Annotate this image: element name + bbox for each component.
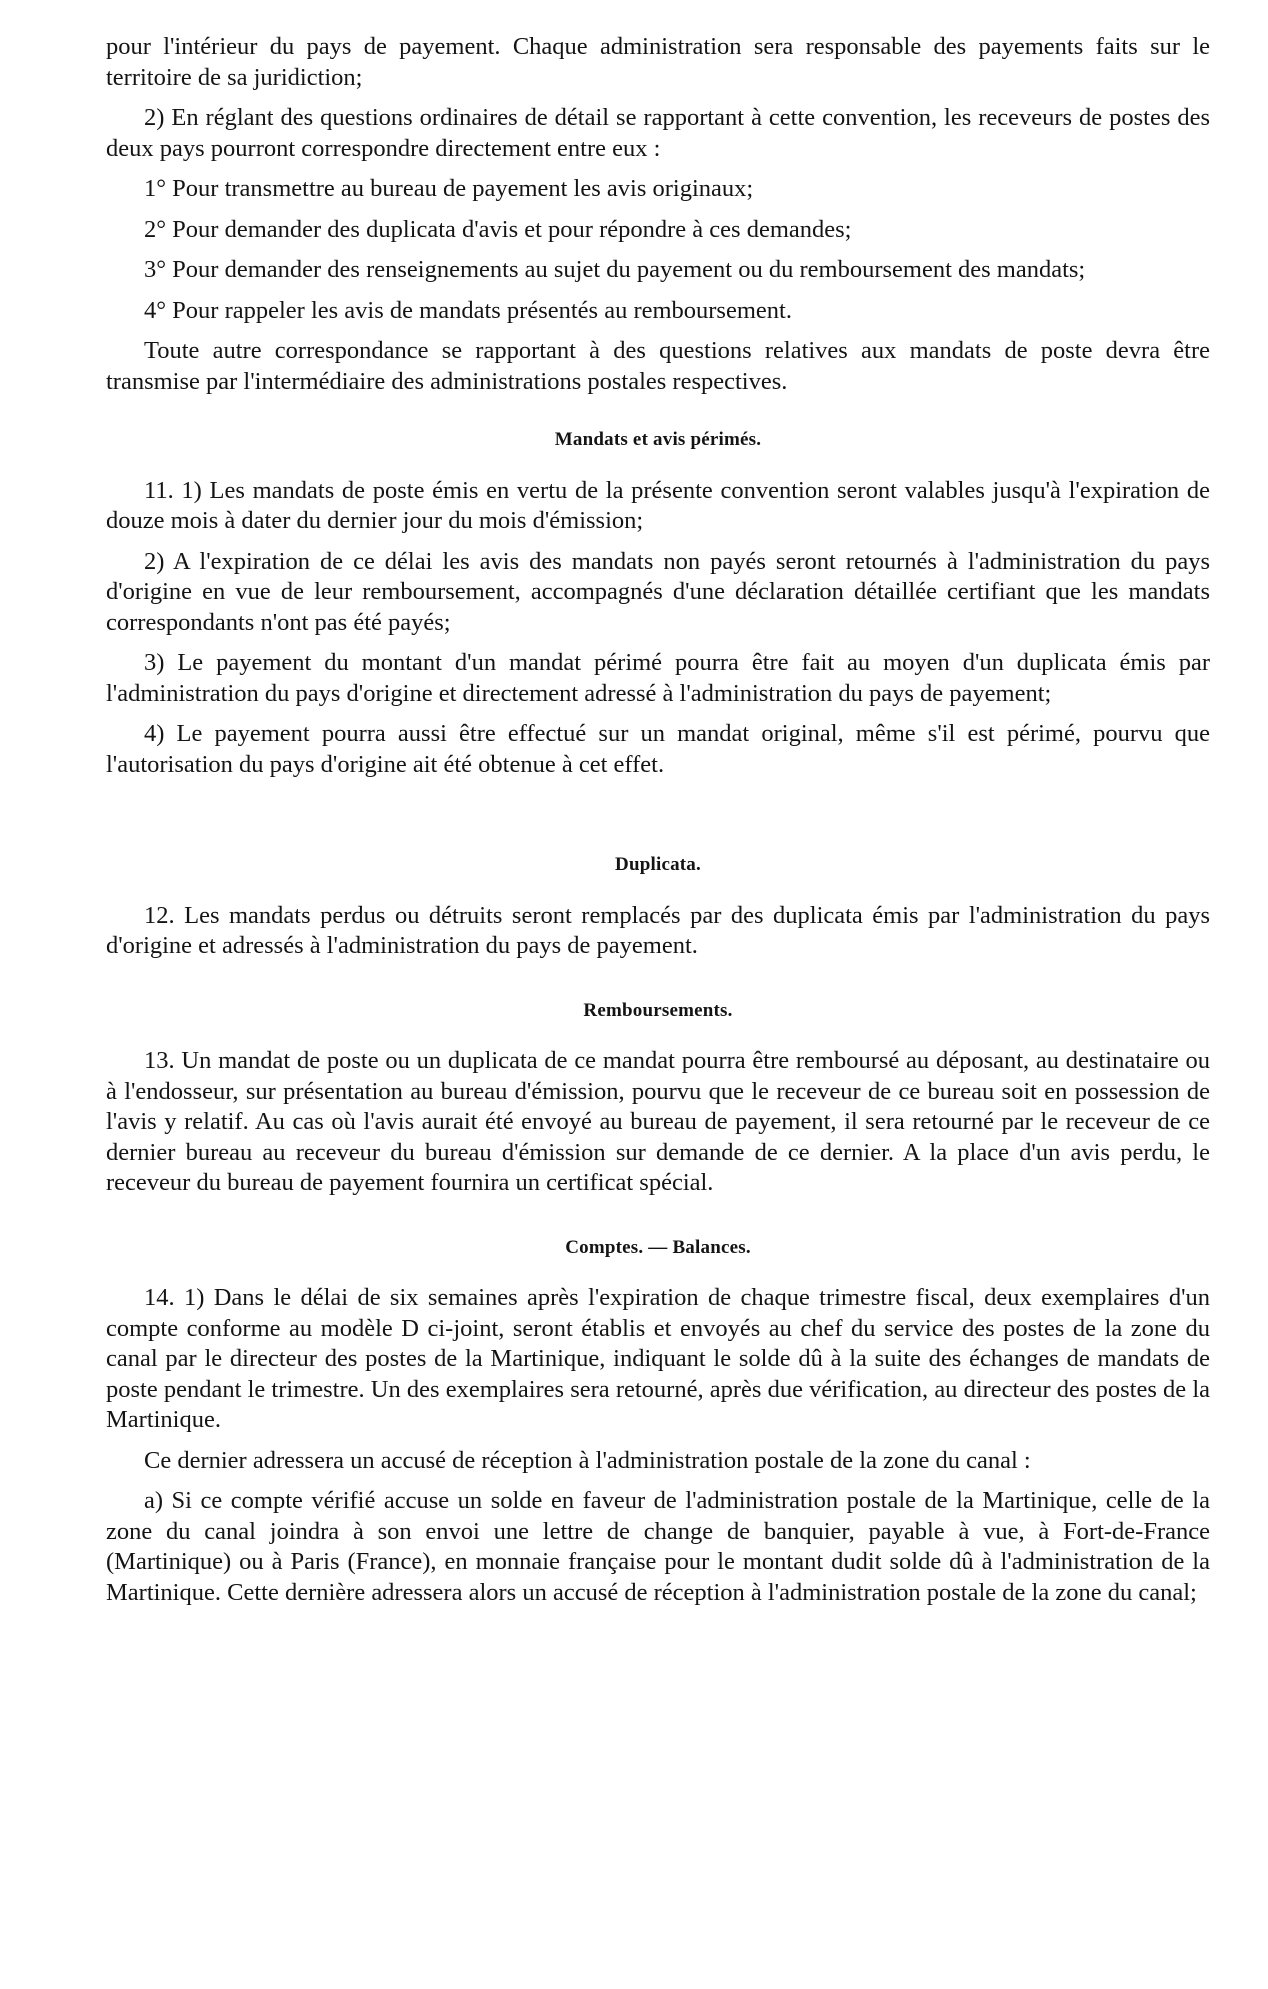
section-heading: Comptes. — Balances. <box>565 1236 751 1258</box>
section-heading: Mandats et avis périmés. <box>554 429 762 450</box>
paragraph: a) Si ce compte vérifié accuse un solde en faveur de l'administration postale de la Martinique, celle de la zone du canal joindra à son envoi une lettre de change de banquier, payable à vue, à Fort-de-France (Martinique) ou à Paris (France), en monnaie française pour le montant dudit solde dû à l'administration de la Martinique. Cette dernière adressera alors un accusé de réception à l'administration postale de la zone du canal; <box>106 1487 1210 1606</box>
paragraph: 4) Le payement pourra aussi être effectué sur un mandat original, même s'il est périmé, pourvu que l'autorisation du pays d'origine ait été obtenue à cet effet. <box>106 720 1210 778</box>
paragraph: 12. Les mandats perdus ou détruits seront remplacés par des duplicata émis par l'administration du pays d'origine et adressés à l'administration du pays de payement. <box>106 901 1210 959</box>
list-item: 2° Pour demander des duplicata d'avis et pour répondre à ces demandes; <box>144 215 852 243</box>
list-item: 3° Pour demander des renseignements au sujet du payement ou du remboursement des mandats; <box>144 256 1086 283</box>
list-item: 1° Pour transmettre au bureau de payement les avis originaux; <box>144 175 754 202</box>
paragraph: 11. 1) Les mandats de poste émis en vertu de la présente convention seront valables jusqu'à l'expiration de douze mois à dater du dernier jour du mois d'émission; <box>106 476 1210 534</box>
paragraph: 14. 1) Dans le délai de six semaines après l'expiration de chaque trimestre fiscal, deux exemplaires d'un compte conforme au modèle D ci-joint, seront établis et envoyés au chef du service des postes de la zone du canal par le directeur des postes de la Martinique, indiquant le solde dû à la suite des échanges de mandats de poste pendant le trimestre. Un des exemplaires sera retourné, après due vérification, au directeur des postes de la Martinique. <box>106 1284 1210 1433</box>
document-page <box>106 32 1210 1618</box>
paragraph: Ce dernier adressera un accusé de réception à l'administration postale de la zone du canal : <box>144 1446 1031 1474</box>
section-heading: Duplicata. <box>615 854 701 875</box>
paragraph: 3) Le payement du montant d'un mandat périmé pourra être fait au moyen d'un duplicata émis par l'administration du pays d'origine et directement adressé à l'administration du pays de payement; <box>106 649 1210 707</box>
section-heading: Remboursements. <box>583 999 733 1021</box>
paragraph: 2) En réglant des questions ordinaires de détail se rapportant à cette convention, les receveurs de postes des deux pays pourront correspondre directement entre eux : <box>106 104 1210 162</box>
paragraph: Toute autre correspondance se rapportant à des questions relatives aux mandats de poste devra être transmise par l'intermédiaire des administrations postales respectives. <box>106 337 1210 395</box>
paragraph: 2) A l'expiration de ce délai les avis des mandats non payés seront retournés à l'administration du pays d'origine en vue de leur remboursement, accompagnés d'une déclaration détaillée certifiant que les mandats correspondants n'ont pas été payés; <box>106 547 1210 636</box>
paragraph: pour l'intérieur du pays de payement. Chaque administration sera responsable des payements faits sur le territoire de sa juridiction; <box>106 33 1210 91</box>
list-item: 4° Pour rappeler les avis de mandats présentés au remboursement. <box>144 296 792 324</box>
paragraph: 13. Un mandat de poste ou un duplicata de ce mandat pourra être remboursé au déposant, au destinataire ou à l'endosseur, sur présentation au bureau d'émission, pourvu que le receveur de ce bureau soit en possession de l'avis y relatif. Au cas où l'avis aurait été envoyé au bureau de payement, il sera retourné par le receveur de ce dernier bureau au receveur du bureau d'émission sur demande de ce dernier. A la place d'un avis perdu, le receveur du bureau de payement fournira un certificat spécial. <box>106 1047 1210 1196</box>
